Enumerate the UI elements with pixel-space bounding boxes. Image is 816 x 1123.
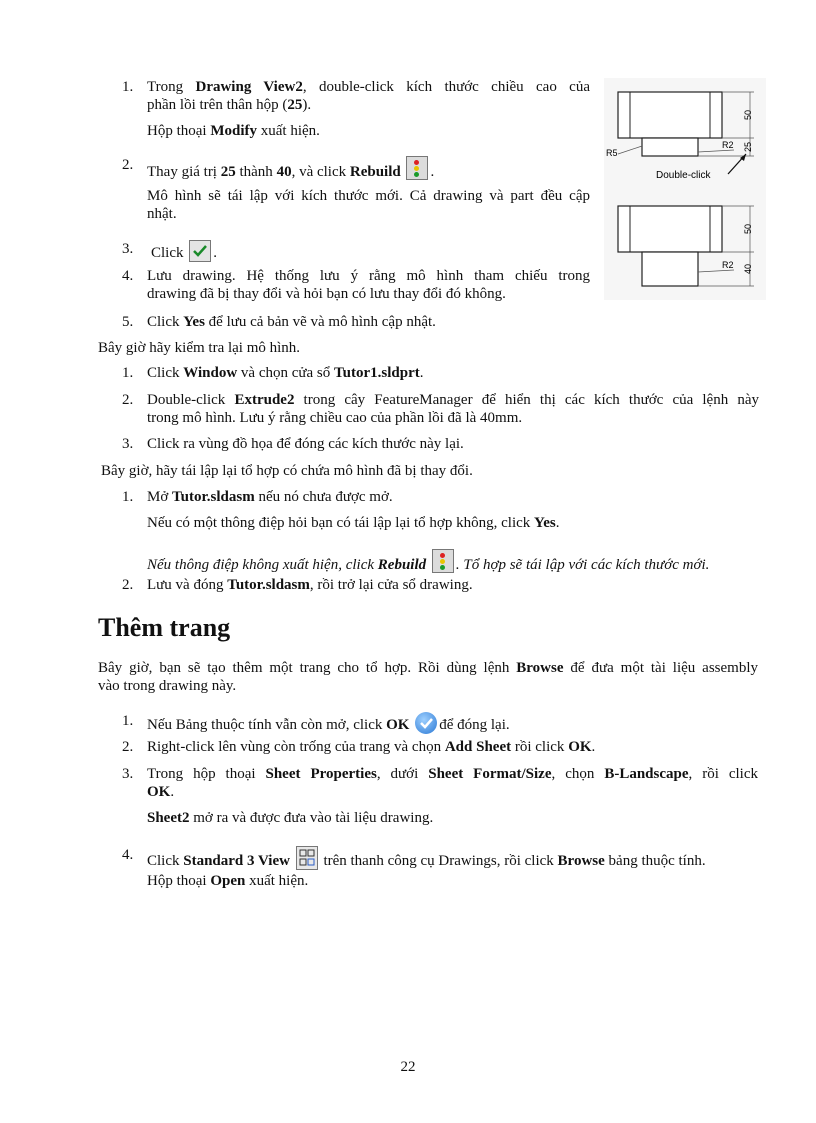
dim-label: 40 (743, 263, 753, 274)
step-text: drawing đã bị thay đổi và hỏi bạn có lưu thay đổi đó không. (147, 286, 506, 302)
step-number: 5. (122, 314, 134, 330)
step-number: 2. (122, 157, 134, 173)
dim-label: R2 (722, 140, 734, 150)
step-note-italic: Nếu thông điệp không xuất hiện, click Rebuild . Tổ hợp sẽ tái lập với các kích thước mới. (147, 549, 709, 574)
step-number: 2. (122, 739, 134, 755)
step-number: 1. (122, 79, 134, 95)
step-text: Click ra vùng đồ họa để đóng các kích thước này lại. (147, 436, 464, 452)
step-note: Mô hình sẽ tái lập với kích thước mới. Cả drawing và part đều cập (147, 188, 590, 204)
paragraph: Bây giờ hãy kiểm tra lại mô hình. (98, 340, 301, 356)
step-number: 2. (122, 392, 134, 408)
step-note: nhật. (147, 206, 177, 222)
step-number: 1. (122, 365, 134, 381)
step-note: Hộp thoại Open xuất hiện. (147, 873, 309, 889)
standard-3-view-icon[interactable] (296, 846, 318, 870)
step-text: Click Yes để lưu cả bản vẽ và mô hình cập nhật. (147, 314, 436, 330)
step-number: 2. (122, 577, 134, 593)
step-number: 1. (122, 713, 134, 729)
rebuild-icon[interactable] (406, 156, 428, 180)
dim-label: 50 (743, 109, 753, 120)
dim-label: R5 (606, 148, 618, 158)
step-text: Mở Tutor.sldasm nếu nó chưa được mở. (147, 489, 393, 505)
step-text: Lưu và đóng Tutor.sldasm, rồi trở lại cửa sổ drawing. (147, 577, 473, 593)
step-text: Nếu Bảng thuộc tính vẫn còn mở, click OK để đóng lại. (147, 712, 510, 734)
step-note: Hộp thoại Modify xuất hiện. (147, 123, 320, 139)
step-number: 3. (122, 766, 134, 782)
step-text: Click . (151, 240, 217, 262)
step-text: Double-click Extrude2 trong cây FeatureManager để hiển thị các kích thước của lệnh này (147, 392, 759, 408)
step-text: Right-click lên vùng còn trống của trang và chọn Add Sheet rồi click OK. (147, 739, 596, 755)
paragraph: Bây giờ, bạn sẽ tạo thêm một trang cho tổ hợp. Rồi dùng lệnh Browse để đưa một tài liệu assembly (98, 660, 758, 676)
section-heading: Thêm trang (98, 613, 231, 642)
step-text: Click Window và chọn cửa sổ Tutor1.sldprt. (147, 365, 424, 381)
callout-label: Double-click (656, 170, 711, 181)
step-text: Click Standard 3 View trên thanh công cụ Drawings, rồi click Browse bảng thuộc tính. (147, 846, 706, 870)
step-number: 1. (122, 489, 134, 505)
dim-label: 50 (743, 223, 753, 234)
step-note: Nếu có một thông điệp hỏi bạn có tái lập lại tổ hợp không, click Yes. (147, 515, 560, 531)
step-number: 4. (122, 268, 134, 284)
rebuild-icon[interactable] (432, 549, 454, 573)
page-number: 22 (400, 1059, 416, 1075)
drawing-figure (604, 78, 766, 300)
step-number: 3. (122, 241, 134, 257)
step-number: 3. (122, 436, 134, 452)
step-text: Thay giá trị 25 thành 40, và click Rebuild . (147, 156, 434, 181)
step-number: 4. (122, 847, 134, 863)
paragraph: vào trong drawing này. (98, 678, 237, 694)
dim-label: R2 (722, 260, 734, 270)
step-text: OK. (147, 784, 175, 800)
ok-icon[interactable] (415, 712, 437, 734)
step-text: phần lồi trên thân hộp (25). (147, 97, 312, 113)
step-text: Trong hộp thoại Sheet Properties, dưới Sheet Format/Size, chọn B-Landscape, rồi click (147, 766, 758, 782)
step-text: Lưu drawing. Hệ thống lưu ý rằng mô hình tham chiếu trong (147, 268, 590, 284)
dim-label[interactable]: 25 (743, 141, 753, 152)
drawing-views (604, 78, 766, 300)
step-text: trong mô hình. Lưu ý rằng chiều cao của phần lồi đã là 40mm. (147, 410, 523, 426)
step-note: Sheet2 mở ra và được đưa vào tài liệu drawing. (147, 810, 434, 826)
paragraph: Bây giờ, hãy tái lập lại tổ hợp có chứa mô hình đã bị thay đổi. (101, 463, 473, 479)
check-icon[interactable] (189, 240, 211, 262)
step-text: Trong Drawing View2, double-click kích thước chiều cao của (147, 79, 590, 95)
